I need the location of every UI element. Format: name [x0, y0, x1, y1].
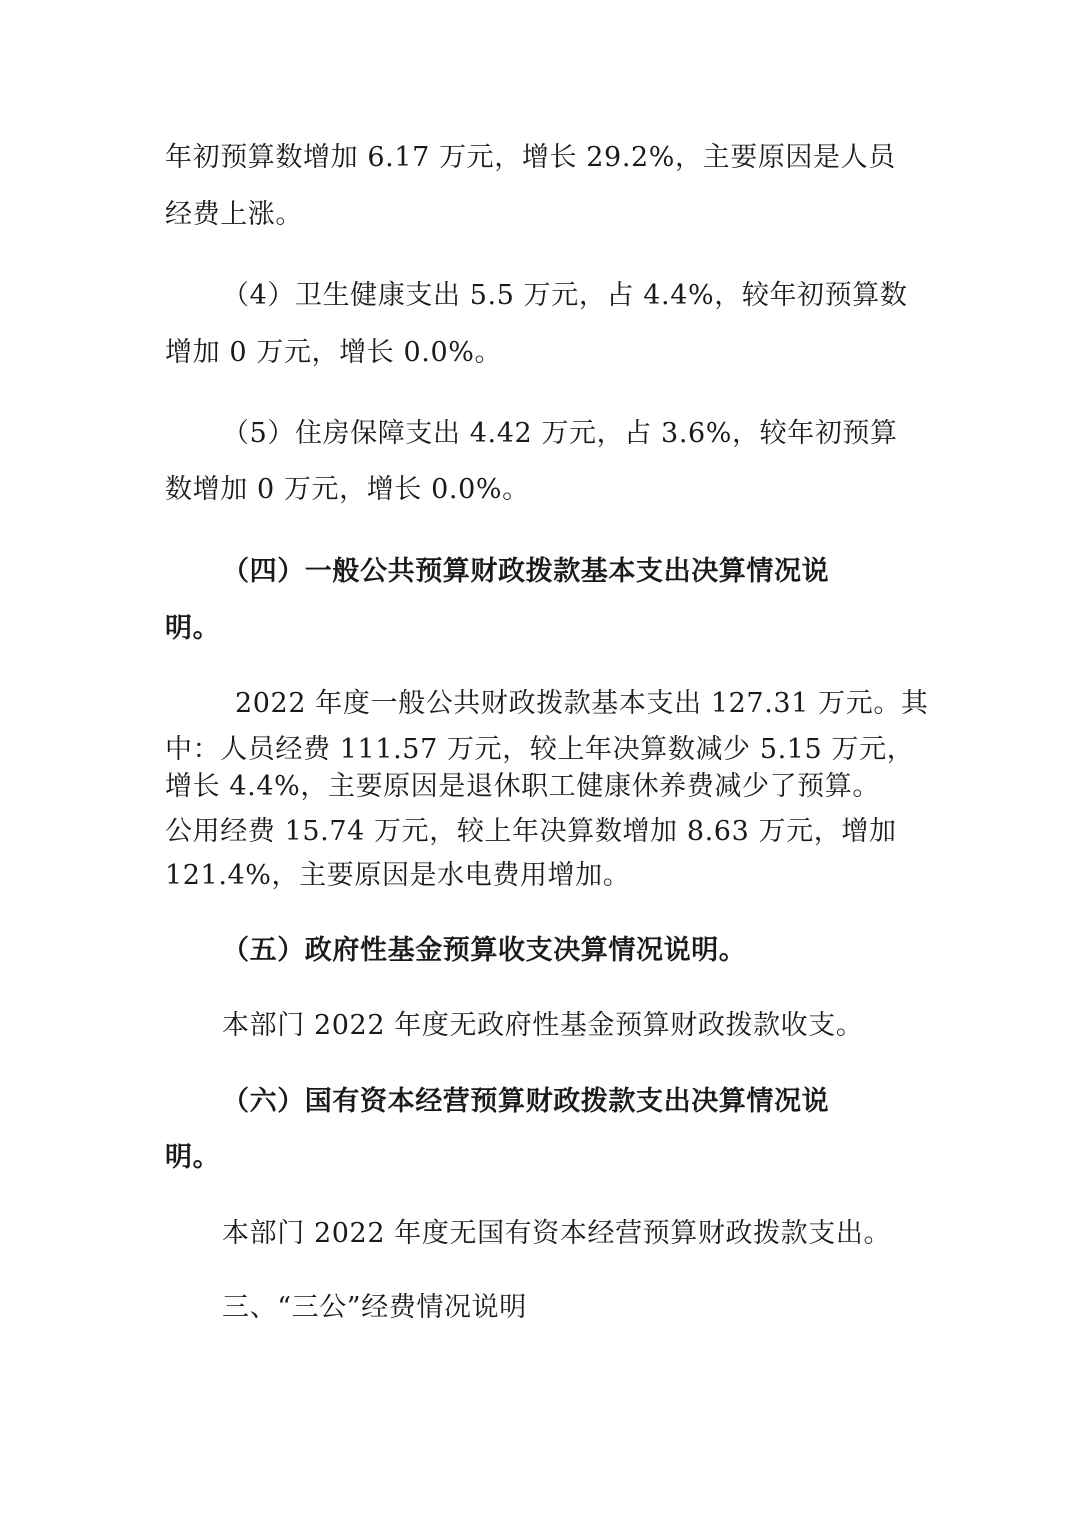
paragraph-line: 年初预算数增加 6.17 万元，增长 29.2%，主要原因是人员 [165, 142, 896, 173]
paragraph-line: （4）卫生健康支出 5.5 万元，占 4.4%，较年初预算数 [222, 280, 908, 311]
section-heading: 明。 [165, 1142, 221, 1173]
paragraph-line: 增加 0 万元，增长 0.0%。 [165, 337, 503, 368]
paragraph-line: 中：人员经费 111.57 万元，较上年决算数减少 5.15 万元， [165, 734, 915, 765]
section-heading: 明。 [165, 613, 221, 644]
section-heading: （四）一般公共预算财政拨款基本支出决算情况说 [222, 556, 830, 587]
paragraph-line: 2022 年度一般公共财政拨款基本支出 127.31 万元。其 [235, 688, 929, 719]
section-heading: 三、“三公”经费情况说明 [222, 1292, 527, 1323]
paragraph-line: 数增加 0 万元，增长 0.0%。 [165, 474, 530, 505]
paragraph-line: 121.4%，主要原因是水电费用增加。 [165, 860, 631, 891]
paragraph-line: 公用经费 15.74 万元，较上年决算数增加 8.63 万元，增加 [165, 816, 897, 847]
section-heading: （六）国有资本经营预算财政拨款支出决算情况说 [222, 1086, 830, 1117]
paragraph-line: （5）住房保障支出 4.42 万元，占 3.6%，较年初预算 [222, 418, 898, 449]
paragraph-line: 增长 4.4%，主要原因是退休职工健康休养费减少了预算。 [165, 771, 880, 802]
paragraph-line: 本部门 2022 年度无国有资本经营预算财政拨款支出。 [222, 1218, 892, 1249]
paragraph-line: 经费上涨。 [165, 199, 303, 230]
paragraph-line: 本部门 2022 年度无政府性基金预算财政拨款收支。 [222, 1010, 864, 1041]
section-heading: （五）政府性基金预算收支决算情况说明。 [222, 935, 747, 966]
